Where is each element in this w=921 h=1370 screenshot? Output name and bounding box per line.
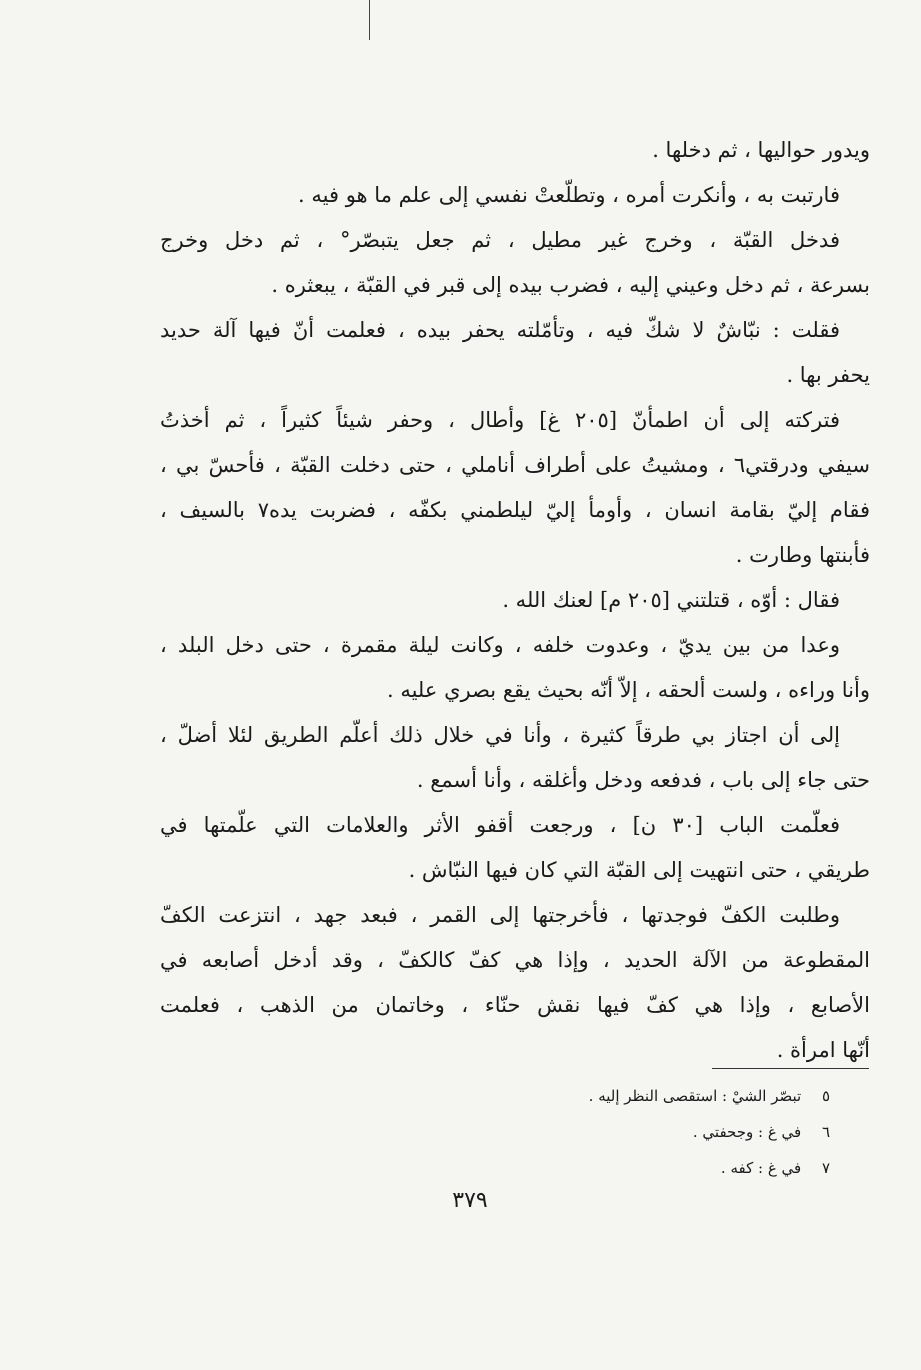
text-line: فقلت : نبّاشٌ لا شكّ فيه ، وتأمّلته يحفر بيده ، فعلمت أنّ فيها آلة حديد [160,318,840,342]
text-line: فدخل القبّة ، وخرج غير مطيل ، ثم جعل يتبصّر° ، ثم دخل وخرج [160,228,840,252]
text-line: المقطوعة من الآلة الحديد ، وإذا هي كفّ كالكفّ ، وقد أدخل أصابعه في [160,948,870,972]
page-number: ٣٧٩ [452,1188,488,1213]
text-line: وطلبت الكفّ فوجدتها ، فأخرجتها إلى القمر ، فبعد جهد ، انتزعت الكفّ [160,903,840,927]
text-line: وأنا وراءه ، ولست ألحقه ، إلاّ أنّه بحيث يقع بصري عليه . [386,678,870,702]
text-line: يحفر بها . [786,363,870,387]
footnote-number: ٦ [821,1123,830,1141]
text-line: فقام إليّ بقامة انسان ، وأومأ إليّ ليلطمني بكفّه ، فضربت يده٧ بالسيف ، [160,498,870,522]
text-line: فارتبت به ، وأنكرت أمره ، وتطلّعتْ نفسي إلى علم ما هو فيه . [298,183,840,207]
text-line: وعدا من بين يديّ ، وعدوت خلفه ، وكانت ليلة مقمرة ، حتى دخل البلد ، [160,633,840,657]
text-line: فقال : أوّه ، قتلتني [٢٠٥ م] لعنك الله . [502,588,840,612]
footnote [440,1114,830,1150]
footnote-number: ٥ [821,1087,830,1105]
footnote [440,1150,830,1186]
footnote-text: في غ : وجحفتي . [692,1123,802,1141]
footnotes [440,1078,830,1186]
text-line: حتى جاء إلى باب ، فدفعه ودخل وأغلقه ، وأنا أسمع . [416,768,870,792]
text-line: أنّها امرأة . [776,1038,870,1062]
footnote-text: في غ : كفه . [720,1159,802,1177]
footnote-divider [712,1068,869,1069]
text-line: فعلّمت الباب [٣٠ ن] ، ورجعت أقفو الأثر والعلامات التي علّمتها في [160,813,840,837]
text-line: سيفي ودرقتي٦ ، ومشيتُ على أطراف أناملي ، حتى دخلت القبّة ، فأحسّ بي ، [160,453,870,477]
text-line: فأبنتها وطارت . [735,543,870,567]
text-line: بسرعة ، ثم دخل وعيني إليه ، فضرب بيده إلى قبر في القبّة ، يبعثره . [271,273,870,297]
text-line: طريقي ، حتى انتهيت إلى القبّة التي كان فيها النبّاش . [408,858,870,882]
text-line: ويدور حواليها ، ثم دخلها . [652,138,870,162]
gutter-line [369,0,370,40]
body-text [160,128,870,1073]
text-line: فتركته إلى أن اطمأنّ [٢٠٥ غ] وأطال ، وحفر شيئاً كثيراً ، ثم أخذتُ [160,408,841,432]
footnote-number: ٧ [821,1159,830,1177]
footnote-text: تبصّر الشيْ : استقصى النظر إليه . [588,1087,802,1105]
text-line: إلى أن اجتاز بي طرقاً كثيرة ، وأنا في خلال ذلك أعلّم الطريق لئلا أضلّ ، [160,723,840,747]
text-line: الأصابع ، وإذا هي كفّ فيها نقش حنّاء ، وخاتمان من الذهب ، فعلمت [160,993,870,1017]
footnote [440,1078,830,1114]
